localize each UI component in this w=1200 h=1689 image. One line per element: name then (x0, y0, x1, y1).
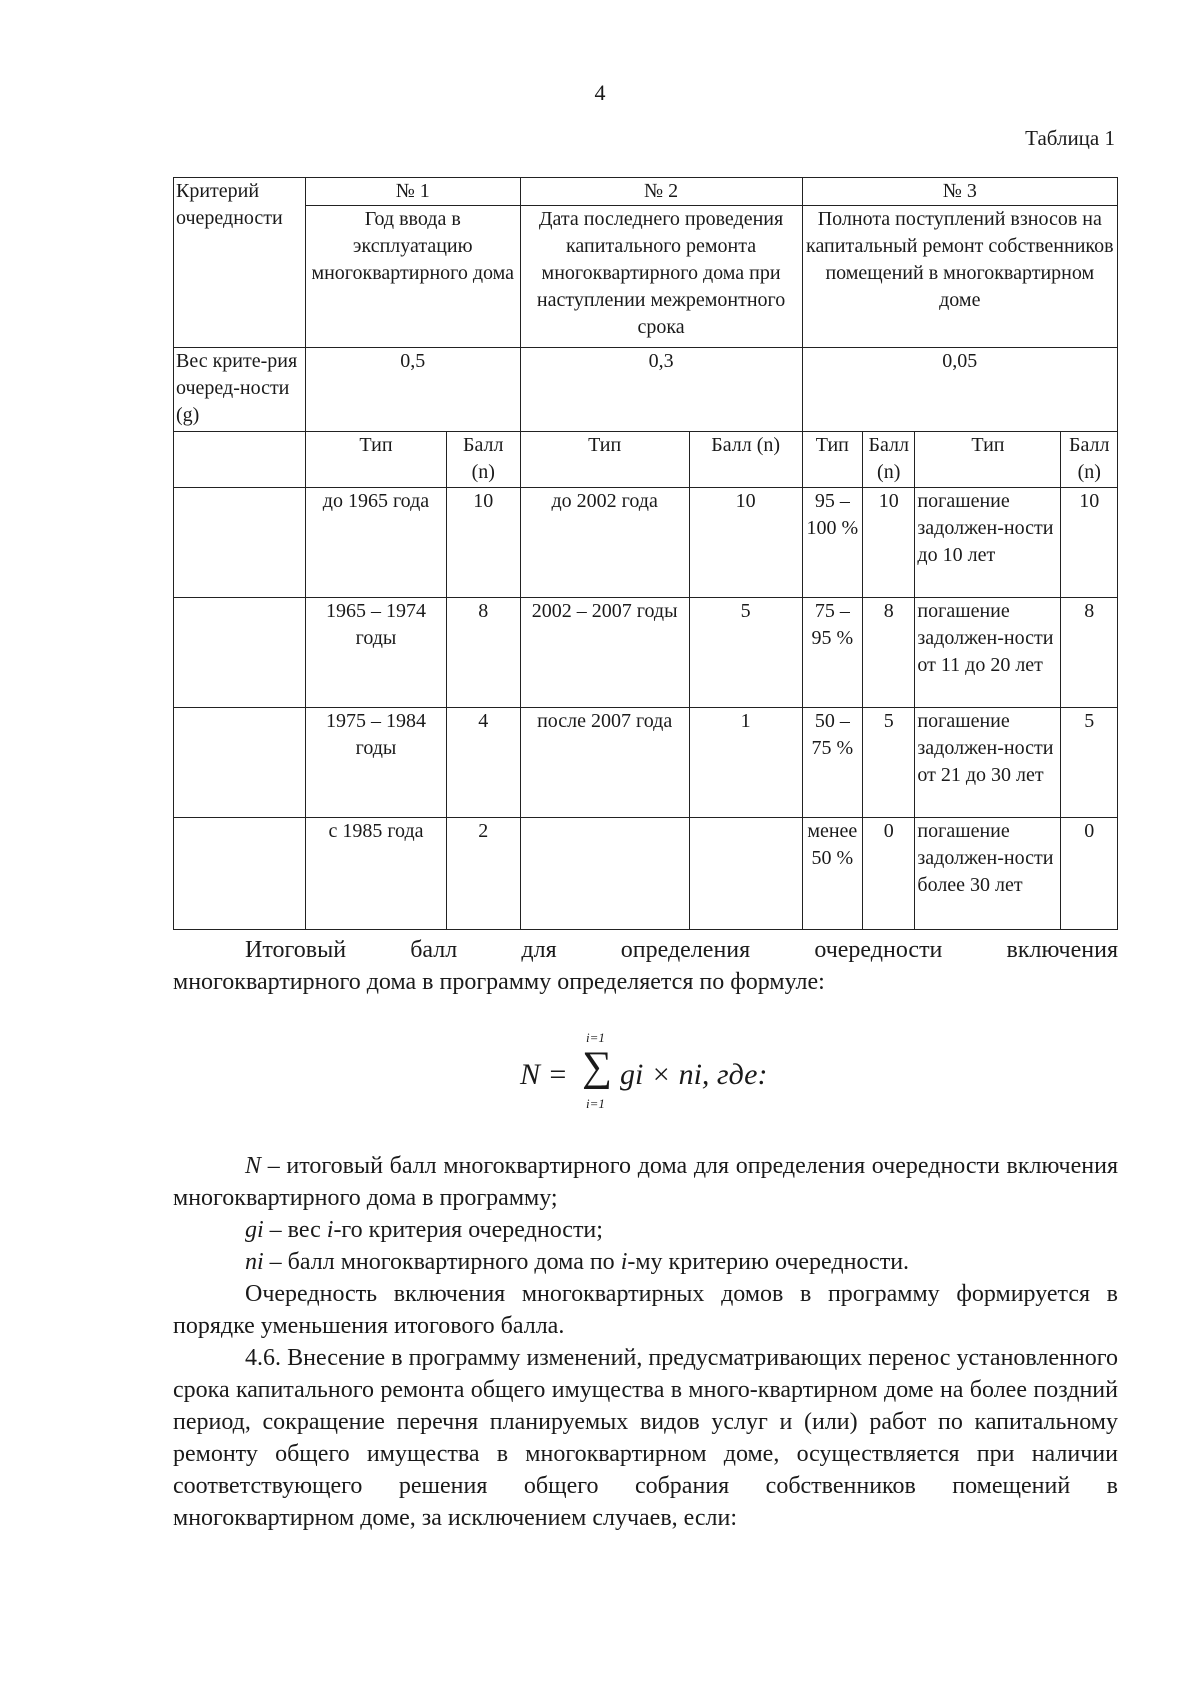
criterion-3-title: Полнота поступлений взносов на капитальный ремонт собственников помещений в многоквартирном доме (802, 206, 1117, 348)
definition-ni (173, 1246, 1118, 1278)
criterion-1-weight: 0,5 (305, 348, 520, 432)
criterion-3-number: № 3 (802, 178, 1117, 206)
empty-cell (174, 708, 306, 818)
row-c1-type: 1965 – 1974 годы (305, 598, 446, 708)
col-score-3b: Балл (n) (1061, 432, 1118, 488)
definition-ni-text-b: -му критерию очередности. (627, 1249, 910, 1275)
row-c2-score (689, 818, 802, 930)
empty-cell (174, 598, 306, 708)
row-c3a-type: 75 – 95 % (802, 598, 862, 708)
row-c2-score: 10 (689, 488, 802, 598)
empty-cell (174, 488, 306, 598)
definition-g-text-b: -го критерия очередности; (333, 1217, 603, 1243)
col-type-2: Тип (520, 432, 689, 488)
row-c3a-score: 8 (863, 598, 915, 708)
row-c3a-type: менее 50 % (802, 818, 862, 930)
table-row (174, 708, 1118, 818)
formula-lower-limit: i=1 (586, 1096, 605, 1111)
criterion-2-number: № 2 (520, 178, 802, 206)
row-c3b-score: 0 (1061, 818, 1118, 930)
row-c2-type (520, 818, 689, 930)
formula-rhs: gi × ni, где: (620, 1058, 768, 1091)
page-number: 4 (594, 80, 606, 105)
formula (520, 1030, 820, 1114)
criterion-3-weight: 0,05 (802, 348, 1117, 432)
col-score-3a: Балл (n) (863, 432, 915, 488)
symbol-i: i (620, 1249, 628, 1275)
paragraph-total-line-1: Итоговый балл для определения очередности включения (245, 937, 1118, 963)
paragraph-total-line-2: многоквартирного дома в программу определяется по формуле: (173, 969, 825, 995)
col-score-2: Балл (n) (689, 432, 802, 488)
weight-label: Вес крите-рия очеред-ности (g) (174, 348, 306, 432)
symbol-i: i (326, 1217, 334, 1243)
table-row (174, 598, 1118, 708)
row-c3b-score: 8 (1061, 598, 1118, 708)
row-c2-type: 2002 – 2007 годы (520, 598, 689, 708)
sigma-symbol: ∑ (582, 1044, 612, 1090)
row-c3b-score: 5 (1061, 708, 1118, 818)
row-c3b-type: погашение задолжен-ности до 10 лет (915, 488, 1061, 598)
col-score-1: Балл (n) (447, 432, 521, 488)
row-c3b-type: погашение задолжен-ности более 30 лет (915, 818, 1061, 930)
row-c3a-type: 95 – 100 % (802, 488, 862, 598)
row-c3a-type: 50 – 75 % (802, 708, 862, 818)
row-c1-type: до 1965 года (305, 488, 446, 598)
row-c1-type: с 1985 года (305, 818, 446, 930)
row-c3a-score: 0 (863, 818, 915, 930)
row-c3b-type: погашение задолжен-ности от 21 до 30 лет (915, 708, 1061, 818)
row-c1-score: 10 (447, 488, 521, 598)
row-c3b-score: 10 (1061, 488, 1118, 598)
paragraph-order: Очередность включения многоквартирных домов в программу формируется в порядке уменьшения итогового балла. (173, 1281, 1118, 1339)
definition-g (173, 1214, 1118, 1246)
paragraph-4-6: 4.6. Внесение в программу изменений, предусматривающих перенос установленного срока капитального ремонта общего имущества в много-квартирном доме на более поздний период, сокращение перечня планируемых видов услуг и (или) работ по капитальному ремонту общего имущества в многоквартирном доме, осуществляется при наличии соответствующего решения общего собрания собственников помещений в многоквартирном доме, за исключением случаев, если: (173, 1345, 1118, 1531)
col-type-3a: Тип (802, 432, 862, 488)
definition-ni-text-a: – балл многоквартирного дома по (263, 1249, 621, 1275)
criteria-header-cell: Критерий очередности (174, 178, 306, 348)
definition-n-text: – итоговый балл многоквартирного дома для определения очередности включения многоквартирного дома в программу; (173, 1153, 1118, 1211)
row-c2-score: 1 (689, 708, 802, 818)
symbol-n: N (245, 1153, 262, 1179)
table-row (174, 818, 1118, 930)
row-c3a-score: 5 (863, 708, 915, 818)
row-c2-type: до 2002 года (520, 488, 689, 598)
symbol-gi: gi (245, 1217, 264, 1243)
empty-cell (174, 432, 306, 488)
symbol-ni: ni (245, 1249, 264, 1275)
formula-lhs: N = (520, 1058, 568, 1091)
table-row (174, 488, 1118, 598)
table-caption: Таблица 1 (1025, 126, 1115, 150)
criterion-2-weight: 0,3 (520, 348, 802, 432)
col-type-3b: Тип (915, 432, 1061, 488)
priority-criteria-table (173, 177, 1118, 930)
row-c3a-score: 10 (863, 488, 915, 598)
row-c3b-type: погашение задолжен-ности от 11 до 20 лет (915, 598, 1061, 708)
row-c1-type: 1975 – 1984 годы (305, 708, 446, 818)
row-c1-score: 8 (447, 598, 521, 708)
row-c2-score: 5 (689, 598, 802, 708)
criterion-2-title: Дата последнего проведения капитального ремонта многоквартирного дома при наступлении межремонтного срока (520, 206, 802, 348)
col-type-1: Тип (305, 432, 446, 488)
row-c2-type: после 2007 года (520, 708, 689, 818)
definition-g-text-a: – вес (263, 1217, 327, 1243)
criterion-1-number: № 1 (305, 178, 520, 206)
row-c1-score: 4 (447, 708, 521, 818)
empty-cell (174, 818, 306, 930)
row-c1-score: 2 (447, 818, 521, 930)
definition-n (173, 1150, 1118, 1214)
criterion-1-title: Год ввода в эксплуатацию многоквартирного дома (305, 206, 520, 348)
formula-upper-limit: i=1 (586, 1030, 605, 1045)
